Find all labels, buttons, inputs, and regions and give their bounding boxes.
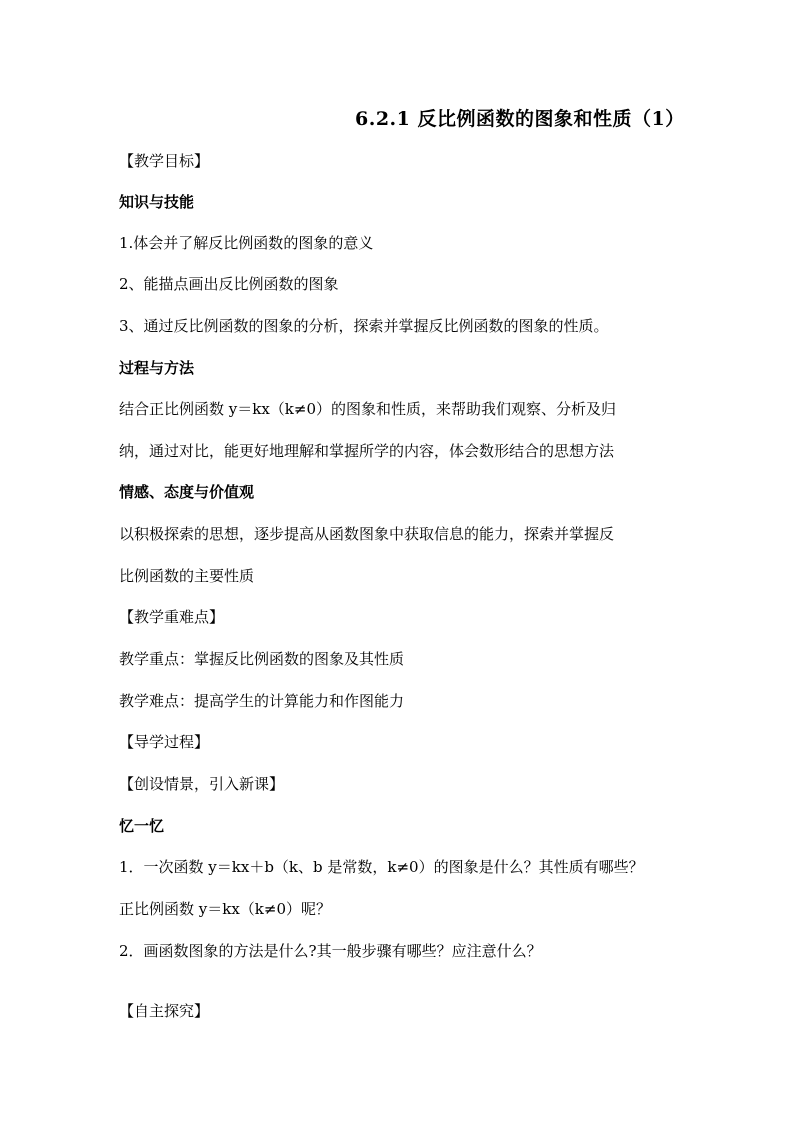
section-heading-key-points: 【教学重难点】 <box>119 608 225 626</box>
paragraph-emotion-line-1: 以积极探索的思想，逐步提高从函数图象中获取信息的能力，探索并掌握反 <box>119 525 615 543</box>
subheading-knowledge-skills: 知识与技能 <box>119 193 195 211</box>
key-point-difficulty: 教学难点：提高学生的计算能力和作图能力 <box>119 692 405 710</box>
paragraph-process-line-2: 纳，通过对比，能更好地理解和掌握所学的内容，体会数形结合的思想方法 <box>119 442 615 460</box>
goal-item-1: 1.体会并了解反比例函数的图象的意义 <box>119 234 374 252</box>
subheading-recall: 忆一忆 <box>119 817 165 835</box>
subheading-emotion-values: 情感、态度与价值观 <box>119 483 255 501</box>
question-1-line-2: 正比例函数 y＝kx（k≠0）呢？ <box>119 900 331 918</box>
goal-item-3: 3、通过反比例函数的图象的分析，探索并掌握反比例函数的图象的性质。 <box>119 317 609 335</box>
section-heading-scenario: 【创设情景，引入新课】 <box>119 775 285 793</box>
section-heading-guided-process: 【导学过程】 <box>119 733 210 751</box>
document-title: 6.2.1 反比例函数的图象和性质（1） <box>355 108 685 130</box>
subheading-process-method: 过程与方法 <box>119 359 195 377</box>
paragraph-emotion-line-2: 比例函数的主要性质 <box>119 567 255 585</box>
key-point-focus: 教学重点：掌握反比例函数的图象及其性质 <box>119 650 405 668</box>
section-heading-teaching-goals: 【教学目标】 <box>119 152 210 170</box>
question-2: 2．画函数图象的方法是什么?其一般步骤有哪些？应注意什么？ <box>119 942 542 960</box>
paragraph-process-line-1: 结合正比例函数 y＝kx（k≠0）的图象和性质，来帮助我们观察、分析及归 <box>119 400 616 418</box>
goal-item-2: 2、能描点画出反比例函数的图象 <box>119 275 339 293</box>
section-heading-self-explore: 【自主探究】 <box>119 1002 210 1020</box>
question-1-line-1: 1．一次函数 y＝kx＋b（k、b 是常数，k≠0）的图象是什么？其性质有哪些？ <box>119 858 644 876</box>
